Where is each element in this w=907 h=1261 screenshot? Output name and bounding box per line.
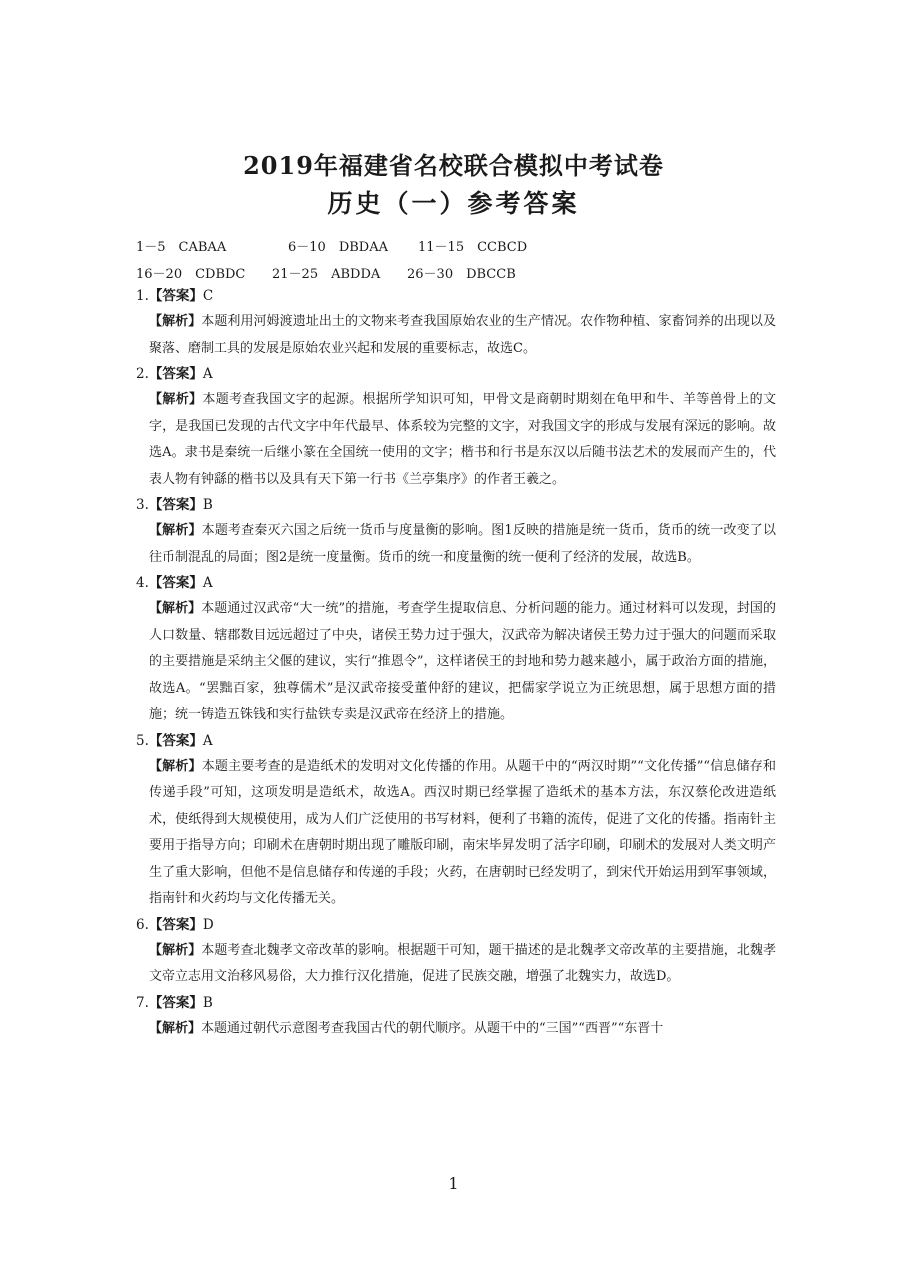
page-number: 1	[448, 1174, 459, 1193]
answer-line	[136, 284, 776, 309]
answer-key-group: 21－25 ABDDA	[272, 267, 381, 282]
answer-key-row-1	[136, 236, 538, 255]
answer-value: A	[202, 575, 213, 591]
question-number: 5.	[136, 732, 149, 749]
document-title: 2019年福建省名校联合模拟中考试卷	[243, 151, 664, 180]
explanation	[149, 387, 776, 493]
answer-line	[136, 991, 776, 1016]
answer-tag: 【答案】	[148, 575, 203, 591]
answer-tag: 【答案】	[148, 916, 203, 933]
answer-value: B	[202, 497, 213, 513]
question-number: 7.	[136, 994, 149, 1011]
question-item	[136, 913, 776, 991]
question-item	[136, 729, 776, 913]
analysis-tag: 【解析】	[149, 601, 202, 616]
explanation	[149, 518, 776, 571]
question-number: 3.	[136, 497, 149, 513]
analysis-tag: 【解析】	[149, 942, 202, 958]
answer-key-group: 16－20 CDBDC	[136, 267, 246, 282]
analysis-tag: 【解析】	[149, 758, 202, 774]
answer-key-group: 6－10 DBDAA	[288, 240, 388, 255]
answer-tag: 【答案】	[148, 732, 203, 749]
answer-line	[136, 913, 776, 938]
answer-line	[136, 362, 776, 387]
answer-value: D	[202, 916, 214, 933]
explanation-text: 本题通过汉武帝“大一统”的措施，考查学生提取信息、分析问题的能力。通过材料可以发现，封国的人口数量、辖郡数目远远超过了中央，诸侯王势力过于强大，汉武帝为解决诸侯王势力过于强大的问题而采取的主要措施是采纳主父偃的建议，实行“推恩令”，这样诸侯王的封地和势力越来越小，属于政治方面的措施，故选A。“罢黜百家，独尊儒术”是汉武帝接受董仲舒的建议，把儒家学说立为正统思想，属于思想方面的措施；统一铸造五铢钱和实行盐铁专卖是汉武帝在经济上的措施。	[149, 601, 776, 722]
question-item	[136, 571, 776, 729]
answer-value: A	[202, 366, 213, 382]
explanation-text: 本题主要考查的是造纸术的发明对文化传播的作用。从题干中的“两汉时期”“文化传播”“信息储存和传递手段”可知，这项发明是造纸术，故选A。西汉时期已经掌握了造纸术的基本方法，东汉蔡伦改进造纸术，使纸得到大规模使用，成为人们广泛使用的书写材料，便利了书籍的流传，促进了文化的传播。指南针主要用于指导方向；印刷术在唐朝时期出现了雕版印刷，南宋毕昇发明了活字印刷，印刷术的发展对人类文明产生了重大影响，但他不是信息储存和传递的手段；火药，在唐朝时已经发明了，到宋代开始运用到军事领域，指南针和火药均与文化传播无关。	[149, 758, 776, 906]
document-subtitle: 历史（一）参考答案	[327, 189, 580, 218]
explanation	[149, 938, 776, 991]
question-item	[136, 362, 776, 493]
explanation-text: 本题考查北魏孝文帝改革的影响。根据题干可知，题干描述的是北魏孝文帝改革的主要措施，北魏孝文帝立志用文治移风易俗，大力推行汉化措施，促进了民族交融，增强了北魏实力，故选D。	[149, 942, 776, 984]
analysis-tag: 【解析】	[149, 1020, 202, 1036]
answer-value: B	[202, 994, 213, 1011]
answer-line	[136, 493, 776, 518]
answer-value: A	[202, 732, 213, 749]
answer-tag: 【答案】	[148, 366, 203, 382]
explanation	[149, 596, 776, 729]
question-number: 2.	[136, 366, 149, 382]
explanation-text: 本题考查秦灭六国之后统一货币与度量衡的影响。图1反映的措施是统一货币，货币的统一改变了以往币制混乱的局面；图2是统一度量衡。货币的统一和度量衡的统一便利了经济的发展，故选B。	[149, 523, 776, 565]
question-item	[136, 284, 776, 362]
answer-line	[136, 729, 776, 754]
answer-tag: 【答案】	[148, 288, 203, 304]
answer-key-group: 11－15 CCBCD	[418, 240, 528, 255]
answer-key-row-2	[136, 263, 527, 282]
question-number: 4.	[136, 575, 149, 591]
explanation	[149, 309, 776, 362]
analysis-tag: 【解析】	[149, 392, 203, 407]
explanation-text: 本题利用河姆渡遗址出土的文物来考查我国原始农业的生产情况。农作物种植、家畜饲养的出现以及聚落、磨制工具的发展是原始农业兴起和发展的重要标志，故选C。	[149, 314, 776, 356]
answer-tag: 【答案】	[148, 497, 203, 513]
question-item	[136, 493, 776, 571]
analysis-tag: 【解析】	[149, 314, 202, 329]
answers-list	[136, 284, 776, 1042]
explanation-text: 本题通过朝代示意图考查我国古代的朝代顺序。从题干中的“三国”“西晋”“东晋十	[201, 1020, 664, 1036]
answer-key-group: 26－30 DBCCB	[407, 267, 516, 282]
question-number: 1.	[136, 288, 149, 304]
explanation	[149, 754, 776, 913]
answer-tag: 【答案】	[148, 994, 203, 1011]
explanation-text: 本题考查我国文字的起源。根据所学知识可知，甲骨文是商朝时期刻在龟甲和牛、羊等兽骨上的文字，是我国已发现的古代文字中年代最早、体系较为完整的文字，对我国文字的形成与发展有深远的影响。故选A。隶书是秦统一后继小篆在全国统一使用的文字；楷书和行书是东汉以后随书法艺术的发展而产生的，代表人物有钟繇的楷书以及具有天下第一行书《兰亭集序》的作者王羲之。	[149, 392, 776, 487]
answer-line	[136, 571, 776, 596]
analysis-tag: 【解析】	[149, 523, 202, 538]
question-number: 6.	[136, 916, 149, 933]
explanation	[149, 1016, 776, 1043]
answer-value: C	[202, 288, 214, 304]
answer-key-group: 1－5 CABAA	[136, 240, 227, 255]
question-item	[136, 991, 776, 1043]
